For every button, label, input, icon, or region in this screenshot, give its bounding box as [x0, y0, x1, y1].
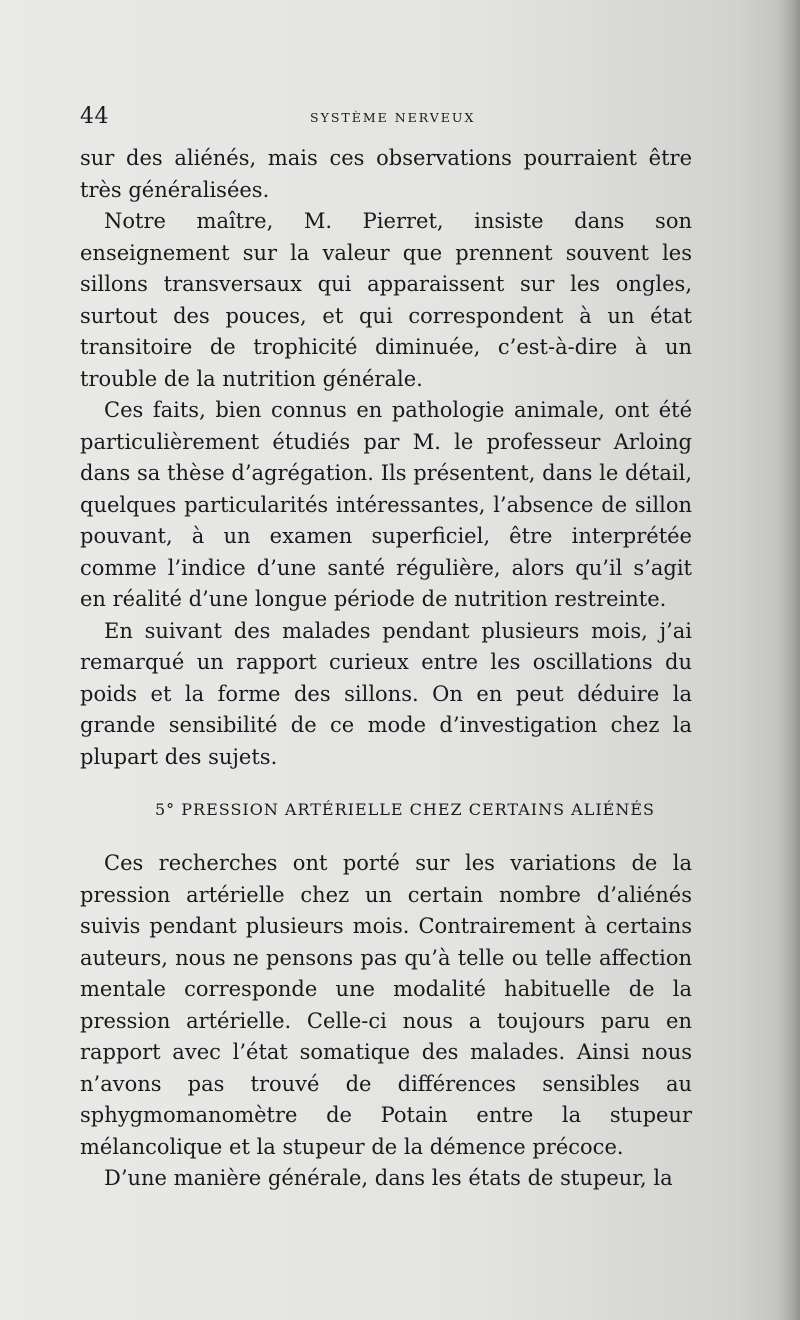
paragraph: Notre maître, M. Pierret, insiste dans son enseignement sur la valeur que prennent souvent les sillons transversaux qui apparaissent sur les ongles, surtout des pouces, et qui correspondent à un état transitoire de trophicité diminuée, c’est-à-dire à un trouble de la nutrition générale. [80, 209, 692, 391]
paragraph: Ces recherches ont porté sur les variations de la pression artérielle chez un certain nombre d’aliénés suivis pendant plusieurs mois. Contrairement à certains auteurs, nous ne pensons pas qu’à telle ou telle affection mentale corresponde une modalité habituelle de la pression artérielle. Celle-ci nous a toujours paru en rapport avec l’état somatique des malades. Ainsi nous n’avons pas trouvé de différences sensibles au sphygmomanomètre de Potain entre la stupeur mélancolique et la stupeur de la démence précoce. [80, 851, 692, 1159]
paragraph: En suivant des malades pendant plusieurs mois, j’ai remarqué un rapport curieux entre les oscillations du poids et la forme des sillons. On en peut déduire la grande sensibilité de ce mode d’investigation chez la plupart des sujets. [80, 618, 692, 769]
page-number: 44 [80, 104, 109, 129]
body-text-bottom [80, 848, 692, 1195]
paragraph-continuation: sur des aliénés, mais ces observations pourraient être très généralisées. [80, 146, 692, 202]
paragraph: D’une manière générale, dans les états de stupeur, la [104, 1166, 673, 1190]
running-title: SYSTÈME NERVEUX [310, 110, 476, 125]
paragraph: Ces faits, bien connus en pathologie animale, ont été particulièrement étudiés par M. le professeur Arloing dans sa thèse d’agrégation. Ils présentent, dans le détail, quelques particularités intéressantes, l’absence de sillon pouvant, à un examen superficiel, être interprétée comme l’indice d’une santé régulière, alors qu’il s’agit en réalité d’une longue période de nutrition restreinte. [80, 398, 692, 611]
section-heading: 5° PRESSION ARTÉRIELLE CHEZ CERTAINS ALIÉNÉS [155, 800, 655, 819]
page-edge-shadow [778, 0, 800, 1320]
body-text-top [80, 143, 692, 773]
